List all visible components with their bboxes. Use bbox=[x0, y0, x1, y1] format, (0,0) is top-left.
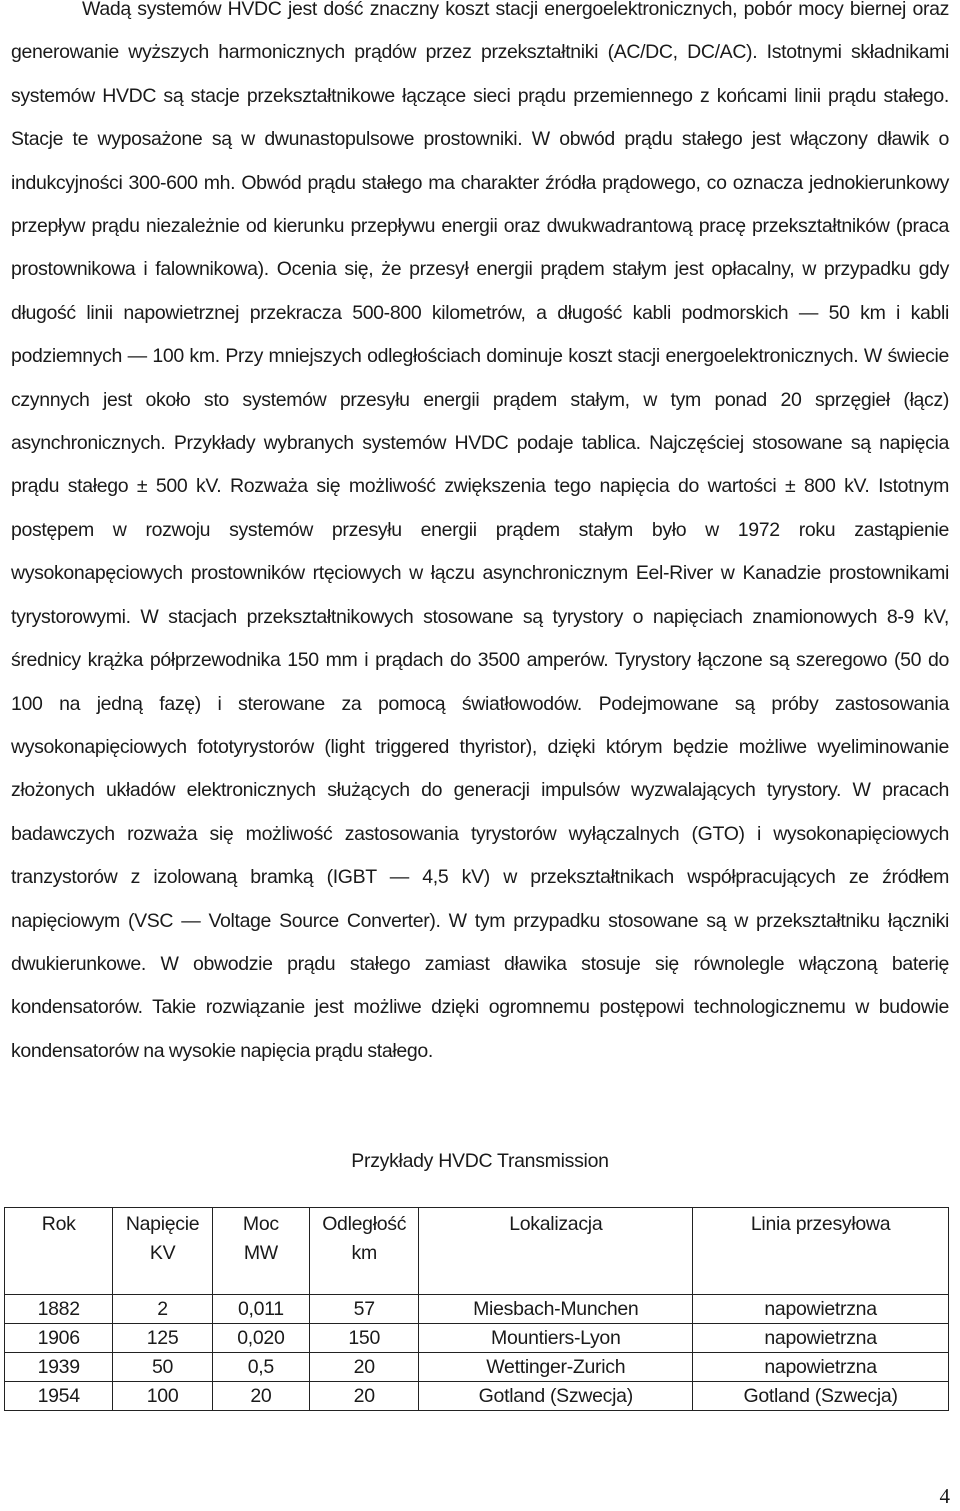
table-caption: Przykłady HVDC Transmission bbox=[351, 1150, 609, 1172]
table-header-row bbox=[5, 1208, 949, 1295]
table-cell: 50 bbox=[113, 1353, 212, 1382]
table-cell: napowietrzna bbox=[693, 1353, 949, 1382]
table-cell: 0,5 bbox=[212, 1353, 309, 1382]
hvdc-table bbox=[4, 1207, 949, 1411]
table-cell: 1939 bbox=[5, 1353, 113, 1382]
header-voltage: Napięcie KV bbox=[113, 1208, 212, 1295]
header-year: Rok bbox=[5, 1208, 113, 1295]
body-text: Wadą systemów HVDC jest dość znaczny koszt stacji energoelektronicznych, pobór mocy biernej oraz generowanie wyższych harmonicznych prądów przez przekształtniki (AC/DC, DC/AC). Istotnymi składnikami systemów HVDC są stacje przekształtnikowe łączące sieci prądu przemiennego z końcami linii prądu stałego. Stacje te wyposażone są w dwunastopulsowe prostowniki. W obwód prądu stałego jest włączony dławik o indukcyjności 300-600 mh. Obwód prądu stałego ma charakter źródła prądowego, co oznacza jednokierunkowy przepływ prądu niezależnie od kierunku przepływu energii oraz dwukwadrantową pracę przekształtników (praca prostownikowa i falownikowa). Ocenia się, że przesył energii prądem stałym jest opłacalny, w przypadku gdy długość linii napowietrznej przekracza 500-800 kilometrów, a długość kabli podmorskich — 50 km i kabli podziemnych — 100 km. Przy mniejszych odległościach dominuje koszt stacji energoelektronicznych. W świecie czynnych jest około sto systemów przesyłu energii prądem stałym, w tym ponad 20 sprzęgieł (łącz) asynchronicznych. Przykłady wybranych systemów HVDC podaje tablica. Najczęściej stosowane są napięcia prądu stałego ± 500 kV. Rozważa się możliwość zwiększenia tego napięcia do wartości ± 800 kV. Istotnym postępem w rozwoju systemów przesyłu energii prądem stałym było w 1972 roku zastąpienie wysokonapęciowych prostowników rtęciowych w łączu asynchronicznym Eel-River w Kanadzie prostownikami tyrystorowymi. W stacjach przekształtnikowych stosowane są tyrystory o napięciach znamionowych 8-9 kV, średnicy krążka półprzewodnika 150 mm i prądach do 3500 amperów. Tyrystory łączone są szeregowo (50 do 100 na jedną fazę) i sterowane za pomocą światłowodów. Podejmowane są próby zastosowania wysokonapięciowych fototyrystorów (light triggered thyristor), dzięki którym będzie możliwe wyeliminowanie złożonych układów elektronicznych służących do generacji impulsów wyzwalających tyrystory. W pracach badawczych rozważa się możliwość zastosowania tyrystorów wyłączalnych (GTO) i wysokonapięciowych tranzystorów z izolowaną bramką (IGBT — 4,5 kV) w przekształtnikach współpracujących ze źródłem napięciowym (VSC — Voltage Source Converter). W tym przypadku stosowane są w przekształtniku łączniki dwukierunkowe. W obwodzie prądu stałego zamiast dławika stosuje się równolegle włączoną baterię kondensatorów. Takie rozwiązanie jest możliwe dzięki ogromnemu postępowi technologicznemu w budowie kondensatorów na wysokie napięcia prądu stałego. bbox=[11, 0, 949, 1062]
table-cell: 2 bbox=[113, 1295, 212, 1324]
table-cell: 150 bbox=[309, 1324, 418, 1353]
table-row bbox=[5, 1382, 949, 1411]
header-power: Moc MW bbox=[212, 1208, 309, 1295]
body-paragraph bbox=[11, 0, 949, 1073]
table-cell: 1954 bbox=[5, 1382, 113, 1411]
table-cell: 125 bbox=[113, 1324, 212, 1353]
table-cell: 1882 bbox=[5, 1295, 113, 1324]
table-cell: Wettinger-Zurich bbox=[419, 1353, 693, 1382]
table-cell: 0,020 bbox=[212, 1324, 309, 1353]
table-cell: 20 bbox=[309, 1353, 418, 1382]
header-line-type: Linia przesyłowa bbox=[693, 1208, 949, 1295]
page-number: 4 bbox=[939, 1484, 950, 1508]
table-row bbox=[5, 1295, 949, 1324]
table-cell: 100 bbox=[113, 1382, 212, 1411]
table-cell: 57 bbox=[309, 1295, 418, 1324]
table-cell: Miesbach-Munchen bbox=[419, 1295, 693, 1324]
table-row bbox=[5, 1324, 949, 1353]
table-cell: Mountiers-Lyon bbox=[419, 1324, 693, 1353]
table-cell: 20 bbox=[309, 1382, 418, 1411]
table-cell: Gotland (Szwecja) bbox=[419, 1382, 693, 1411]
table-cell: 0,011 bbox=[212, 1295, 309, 1324]
table-cell: 1906 bbox=[5, 1324, 113, 1353]
table-cell: napowietrzna bbox=[693, 1324, 949, 1353]
table-cell: 20 bbox=[212, 1382, 309, 1411]
header-location: Lokalizacja bbox=[419, 1208, 693, 1295]
header-distance: Odległość km bbox=[309, 1208, 418, 1295]
table-cell: napowietrzna bbox=[693, 1295, 949, 1324]
table-row bbox=[5, 1353, 949, 1382]
table-cell: Gotland (Szwecja) bbox=[693, 1382, 949, 1411]
